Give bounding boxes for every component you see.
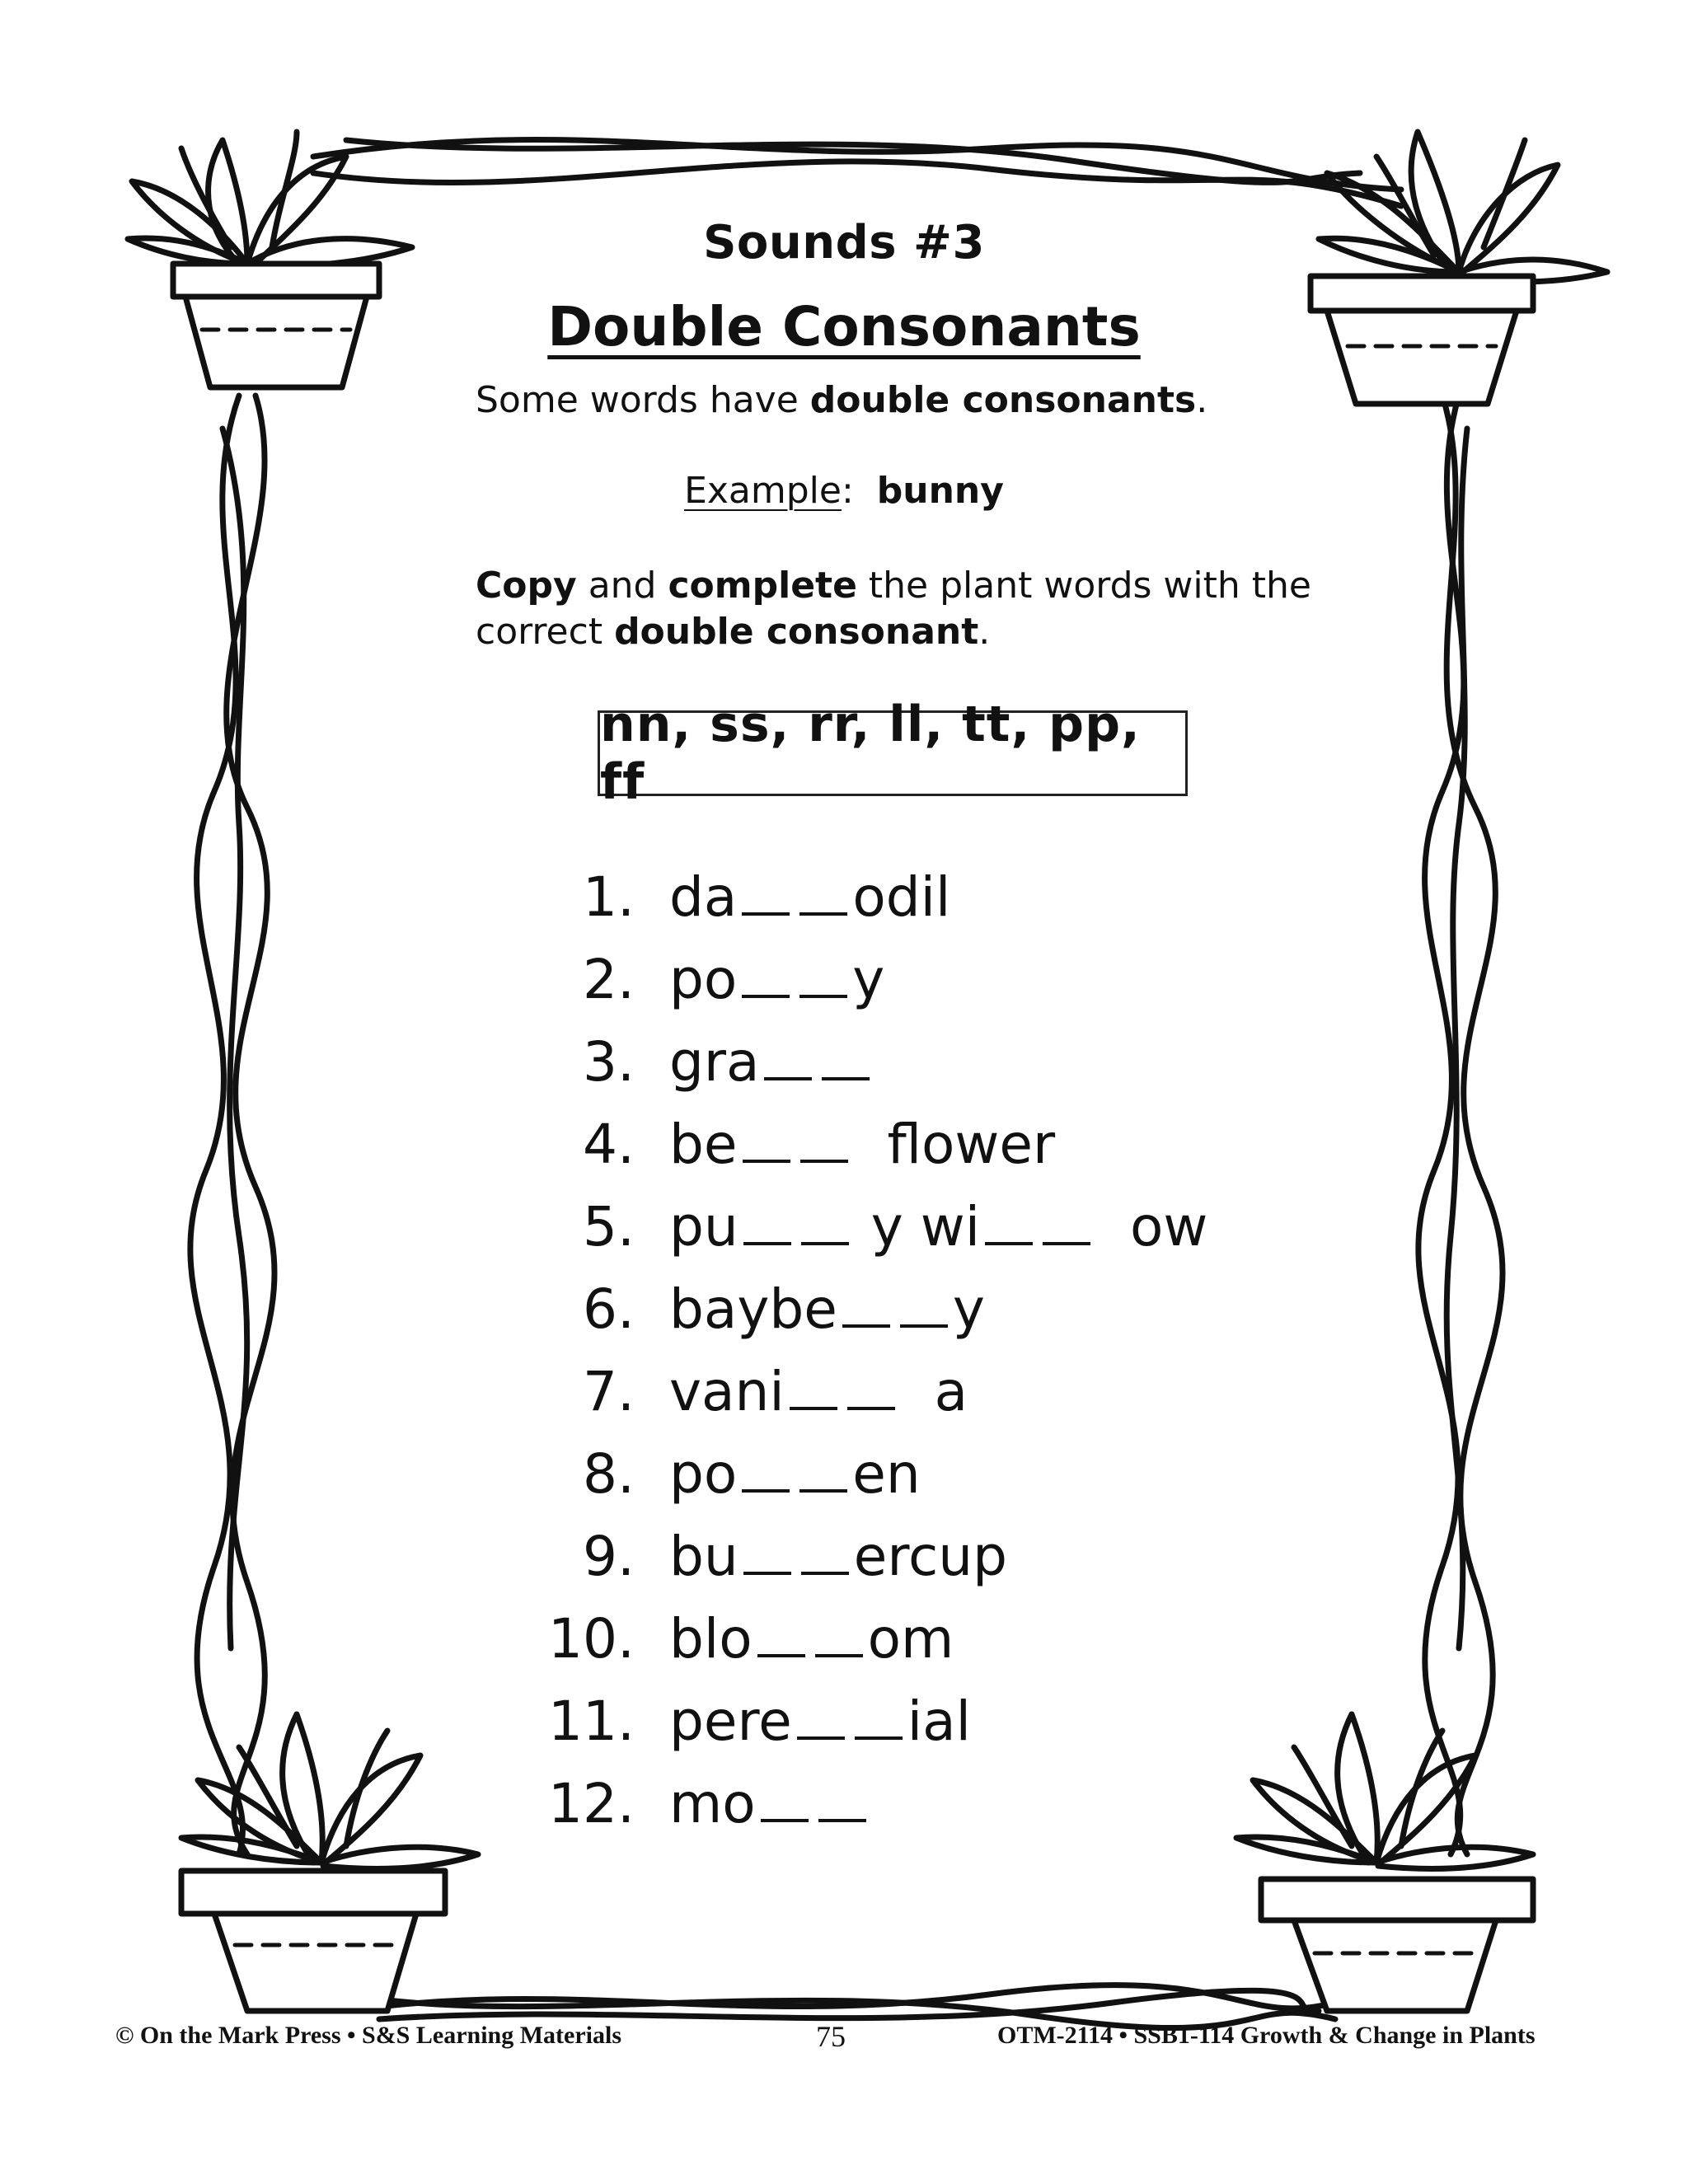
- title-text: Double Consonants: [547, 295, 1141, 359]
- item-number: 4.: [583, 1113, 635, 1176]
- intro-sentence: [476, 379, 1207, 421]
- list-item: [528, 1025, 874, 1099]
- answer-blank[interactable]: [985, 1201, 1033, 1245]
- answer-blank[interactable]: [818, 1778, 866, 1822]
- word-start: bu: [669, 1525, 738, 1588]
- intro-end: .: [1196, 379, 1208, 421]
- list-item: [528, 1685, 971, 1759]
- word-start: po: [669, 1442, 738, 1506]
- item-number: 12.: [548, 1772, 635, 1835]
- answer-blank[interactable]: [1043, 1201, 1090, 1245]
- answer-blank[interactable]: [847, 1366, 895, 1410]
- answer-blank[interactable]: [742, 871, 790, 916]
- item-number: 11.: [548, 1690, 635, 1753]
- answer-blank[interactable]: [815, 1613, 863, 1657]
- answer-blank[interactable]: [790, 1366, 837, 1410]
- list-item: [528, 943, 884, 1017]
- answer-blank[interactable]: [764, 1036, 812, 1080]
- answer-blank[interactable]: [743, 1201, 791, 1245]
- word-middle: y wi: [870, 1195, 981, 1258]
- item-number: 3.: [583, 1030, 635, 1094]
- intro-bold: double consonants: [809, 379, 1197, 421]
- list-item: [528, 1437, 921, 1511]
- list-item: [528, 1272, 985, 1347]
- item-number: 2.: [583, 948, 635, 1011]
- example-line: [0, 470, 1688, 512]
- word-start: pere: [669, 1690, 792, 1753]
- instr-text-3: .: [978, 611, 991, 653]
- worksheet-title: [0, 295, 1688, 359]
- answer-blank[interactable]: [742, 954, 790, 998]
- answer-blank[interactable]: [800, 1118, 848, 1163]
- word-end: om: [867, 1607, 954, 1671]
- intro-text: Some words have: [476, 379, 810, 421]
- word-start: blo: [669, 1607, 753, 1671]
- item-number: 8.: [583, 1442, 635, 1506]
- answer-blank[interactable]: [855, 1695, 903, 1740]
- consonant-choices-box: nn, ss, rr, ll, tt, pp, ff: [598, 710, 1188, 796]
- word-end: ow: [1130, 1195, 1208, 1258]
- list-item: [528, 1190, 1207, 1264]
- word-start: pu: [669, 1195, 738, 1258]
- instr-double-consonant: double consonant: [614, 611, 979, 653]
- answer-blank[interactable]: [743, 1118, 790, 1163]
- example-colon: :: [841, 470, 854, 512]
- word-start: mo: [669, 1772, 756, 1835]
- list-item: [528, 1602, 954, 1676]
- word-end: flower: [887, 1113, 1056, 1176]
- instr-copy: Copy: [476, 565, 577, 607]
- word-end: a: [934, 1360, 968, 1423]
- answer-blank[interactable]: [801, 1530, 849, 1575]
- answer-blank[interactable]: [761, 1778, 809, 1822]
- word-end: en: [852, 1442, 921, 1506]
- word-end: ercup: [853, 1525, 1008, 1588]
- item-number: 10.: [548, 1607, 635, 1671]
- list-item: [528, 1108, 1055, 1182]
- item-number: 1.: [583, 865, 635, 929]
- instr-complete: complete: [668, 565, 857, 607]
- list-item: [528, 860, 950, 935]
- word-start: da: [669, 865, 738, 929]
- word-start: baybe: [669, 1277, 837, 1341]
- answer-blank[interactable]: [797, 1695, 845, 1740]
- list-item: [528, 1520, 1007, 1594]
- word-start: vani: [669, 1360, 785, 1423]
- word-end: odil: [852, 865, 951, 929]
- answer-blank[interactable]: [742, 1448, 790, 1493]
- word-end: y: [952, 1277, 985, 1341]
- worksheet-subtitle: Sounds #3: [703, 216, 985, 269]
- word-start: be: [669, 1113, 738, 1176]
- word-end: y: [852, 948, 885, 1011]
- page-number: 75: [816, 2020, 846, 2053]
- answer-blank[interactable]: [822, 1036, 870, 1080]
- word-end: ial: [907, 1690, 971, 1753]
- answer-blank[interactable]: [799, 1448, 847, 1493]
- answer-blank[interactable]: [757, 1613, 805, 1657]
- example-label: Example: [684, 470, 842, 512]
- instr-text-2: the plant words with the correct: [476, 565, 1311, 653]
- item-number: 6.: [583, 1277, 635, 1341]
- answer-blank[interactable]: [743, 1530, 791, 1575]
- list-item: [528, 1355, 968, 1429]
- item-number: 7.: [583, 1360, 635, 1423]
- word-start: gra: [669, 1030, 760, 1094]
- item-number: 9.: [583, 1525, 635, 1588]
- answer-blank[interactable]: [799, 871, 847, 916]
- example-word: bunny: [876, 470, 1004, 512]
- footer-publisher: © On the Mark Press • S&S Learning Materials: [115, 2022, 621, 2049]
- word-start: po: [669, 948, 738, 1011]
- answer-blank[interactable]: [799, 954, 847, 998]
- instr-text-1: and: [576, 565, 668, 607]
- item-number: 5.: [583, 1195, 635, 1258]
- answer-blank[interactable]: [900, 1283, 948, 1328]
- answer-blank[interactable]: [842, 1283, 890, 1328]
- instructions: [476, 563, 1366, 655]
- footer-book-code: OTM-2114 • SSB1-114 Growth & Change in Plants: [997, 2022, 1536, 2049]
- answer-blank[interactable]: [801, 1201, 849, 1245]
- list-item: [528, 1767, 871, 1841]
